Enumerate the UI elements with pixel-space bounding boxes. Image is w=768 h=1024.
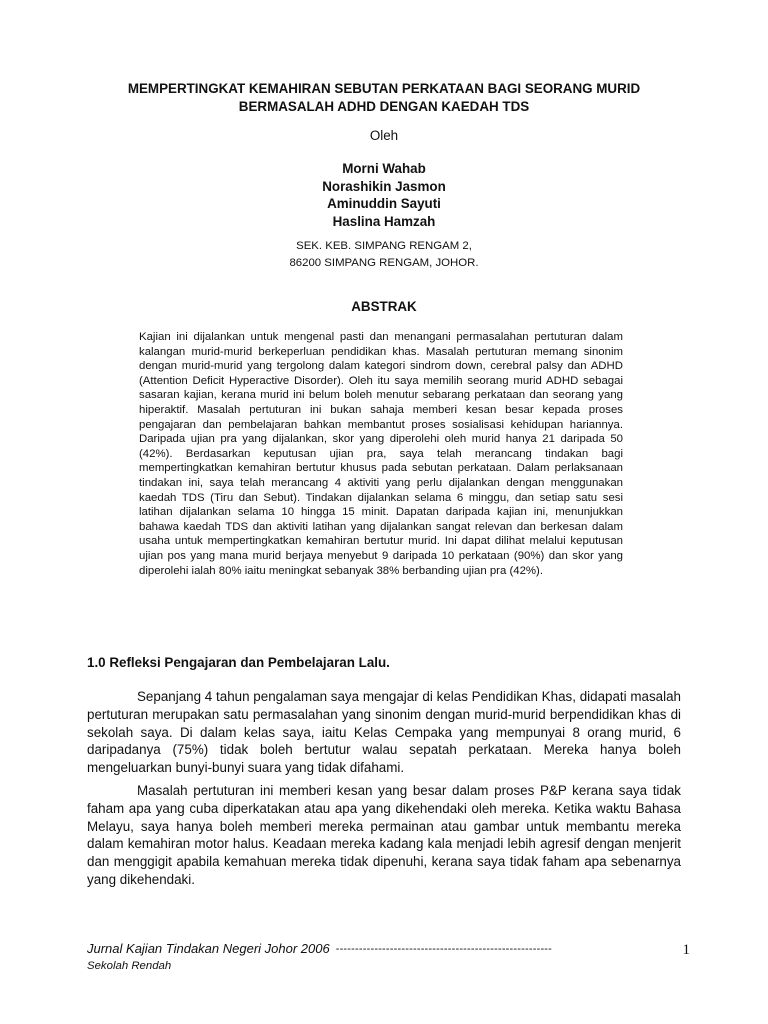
school-address-line-1: SEK. KEB. SIMPANG RENGAM 2, [296, 240, 472, 252]
abstract-text: Kajian ini dijalankan untuk mengenal pasti dan menangani permasalahan pertuturan dalam kalangan murid-murid berkeperluan pendidikan khas. Masalah pertuturan memang sinonim dengan murid-murid yang tergolong dalam kategori sindrom down, cerebral palsy dan ADHD (Attention Deficit Hyperactive Disorder). Oleh itu saya memilih seorang murid ADHD sebagai sasaran kajian, kerana murid ini belum boleh menutur sebarang perkataan dan seorang yang hiperaktif. Masalah pertuturan ini bukan sahaja memberi kesan besar kepada proses pengajaran dan pembelajaran bahkan membantut proses sosialisasi kehidupan hariannya. Daripada ujian pra yang dijalankan, skor yang diperolehi oleh murid hanya 21 daripada 50 (42%). Berdasarkan keputusan ujian pra, saya telah merancang tindakan bagi mempertingkatkan kemahiran bertutur khusus pada sebutan perkataan. Dalam perlaksanaan tindakan ini, saya telah merancang 4 aktiviti yang perlu dijalankan dengan menggunakan kaedah TDS (Tiru dan Sebut). Tindakan dijalankan selama 6 minggu, dan setiap satu sesi latihan dijalankan selama 10 hingga 15 minit. Dapatan daripada kajian ini, menunjukkan bahawa kaedah TDS dan aktiviti latihan yang dijalankan sangat relevan dan berkesan dalam usaha untuk mempertingkatkan kemahiran bertutur murid. Ini dapat dilihat melalui keputusan ujian pos yang mana murid berjaya menyebut 9 daripada 10 perkataan (90%) dan skor yang diperolehi ialah 80% iaitu meningkat sebanyak 38% berbanding ujian pra (42%). [139, 331, 623, 577]
page-footer [87, 940, 687, 958]
author-name: Haslina Hamzah [332, 213, 436, 229]
footer-school-level: Sekolah Rendah [87, 960, 172, 972]
body-paragraph-2: Masalah pertuturan ini memberi kesan yang besar dalam proses P&P kerana saya tidak faham apa yang cuba diperkatakan atau apa yang dikehendaki oleh mereka. Ketika waktu Bahasa Melayu, saya hanya boleh memberi mereka permainan atau gambar untuk membantu mereka dalam kemahiran motor halus. Keadaan mereka kadang kala menjadi lebih agresif dengan menjerit dan menggigit apabila kemahuan mereka tidak dipenuhi, kerana saya tidak faham apa sebenarnya yang dikehendaki. [87, 783, 681, 887]
author-name: Norashikin Jasmon [322, 178, 446, 194]
by-label: Oleh [369, 128, 399, 143]
paper-title [60, 80, 708, 116]
footer-journal-name: Jurnal Kajian Tindakan Negeri Johor 2006 [87, 941, 330, 956]
body-paragraph-1: Sepanjang 4 tahun pengalaman saya mengajar di kelas Pendidikan Khas, didapati masalah pertuturan merupakan satu permasalahan yang sinonim dengan murid-murid berpendidikan khas di sekolah saya. Di dalam kelas saya, iaitu Kelas Cempaka yang mempunyai 8 orang murid, 6 daripadanya (75%) tidak boleh bertutur walau sepatah perkataan. Mereka hanya boleh mengeluarkan bunyi-bunyi suara yang tidak difahami. [87, 689, 681, 776]
abstract-heading: ABSTRAK [351, 299, 417, 314]
author-list [60, 160, 708, 230]
section-heading: 1.0 Refleksi Pengajaran dan Pembelajaran Lalu. [87, 655, 390, 670]
author-name: Aminuddin Sayuti [327, 196, 441, 212]
author-name: Morni Wahab [342, 161, 426, 176]
page-number: 1 [682, 942, 690, 958]
school-address-line-2: 86200 SIMPANG RENGAM, JOHOR. [289, 257, 479, 269]
footer-divider: -------------------------------------------------------- [335, 943, 553, 955]
paper-title-line-1: MEMPERTINGKAT KEMAHIRAN SEBUTAN PERKATAAN BAGI SEORANG MURID [127, 81, 641, 96]
paper-title-line-2: BERMASALAH ADHD DENGAN KAEDAH TDS [238, 99, 530, 114]
school-address [60, 238, 708, 272]
